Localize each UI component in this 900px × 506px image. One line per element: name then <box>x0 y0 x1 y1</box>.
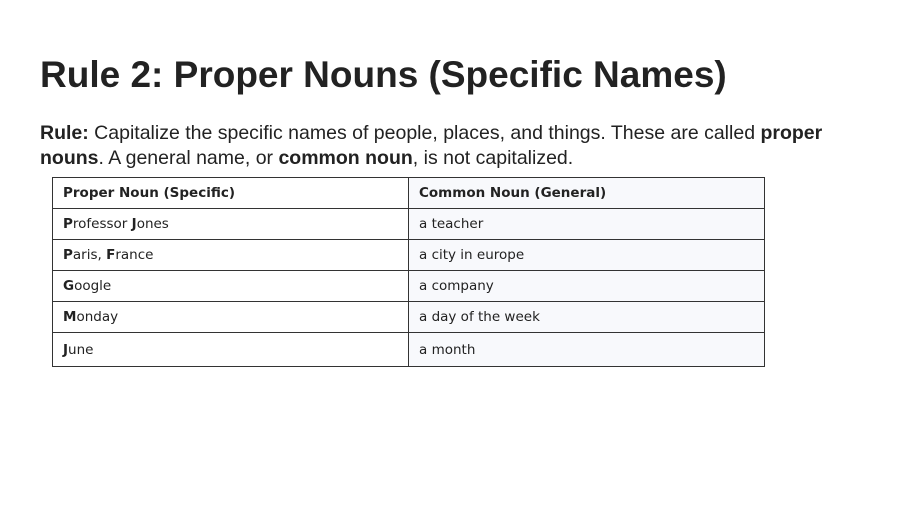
common-noun-cell: a day of the week <box>409 302 765 333</box>
proper-noun-text: rofessor <box>72 216 132 232</box>
capital-letter: J <box>131 216 137 232</box>
proper-noun-cell <box>53 240 409 271</box>
proper-noun-text: ones <box>136 216 169 232</box>
table-row <box>53 240 765 271</box>
proper-noun-cell <box>53 333 409 367</box>
common-noun-cell: a city in europe <box>409 240 765 271</box>
table-header-row <box>53 178 765 209</box>
common-noun-cell: a teacher <box>409 209 765 240</box>
rule-label: Rule: <box>40 122 89 144</box>
common-noun-cell: a month <box>409 333 765 367</box>
rule-text-part-2: . A general name, or <box>98 147 279 169</box>
capital-letter: G <box>63 278 75 294</box>
capital-letter: J <box>63 341 69 358</box>
rule-text-part-1: Capitalize the specific names of people, places, and things. These are called <box>88 122 761 144</box>
rule-paragraph <box>40 121 870 171</box>
nouns-table <box>52 177 765 367</box>
table-row <box>53 271 765 302</box>
proper-noun-text: onday <box>76 309 119 325</box>
slide-title: Rule 2: Proper Nouns (Specific Names) <box>40 54 727 95</box>
header-common-noun: Common Noun (General) <box>409 178 765 209</box>
capital-letter: F <box>106 247 116 263</box>
table-row <box>53 333 765 367</box>
proper-noun-cell <box>53 302 409 333</box>
rule-term-common-noun: common noun <box>278 147 413 169</box>
capital-letter: P <box>63 247 73 263</box>
table-body <box>53 209 765 367</box>
capital-letter: P <box>63 216 73 232</box>
table-row <box>53 209 765 240</box>
capital-letter: M <box>63 309 77 325</box>
rule-text-part-3: , is not capitalized. <box>412 147 574 169</box>
proper-noun-text: aris, <box>72 247 107 263</box>
table-row <box>53 302 765 333</box>
proper-noun-text: oogle <box>74 278 112 294</box>
proper-noun-text: rance <box>115 247 154 263</box>
proper-noun-cell <box>53 271 409 302</box>
proper-noun-text: une <box>68 341 94 358</box>
header-proper-noun: Proper Noun (Specific) <box>53 178 409 209</box>
rule-term-proper-nouns: proper nouns <box>40 122 823 169</box>
common-noun-cell: a company <box>409 271 765 302</box>
proper-noun-cell <box>53 209 409 240</box>
